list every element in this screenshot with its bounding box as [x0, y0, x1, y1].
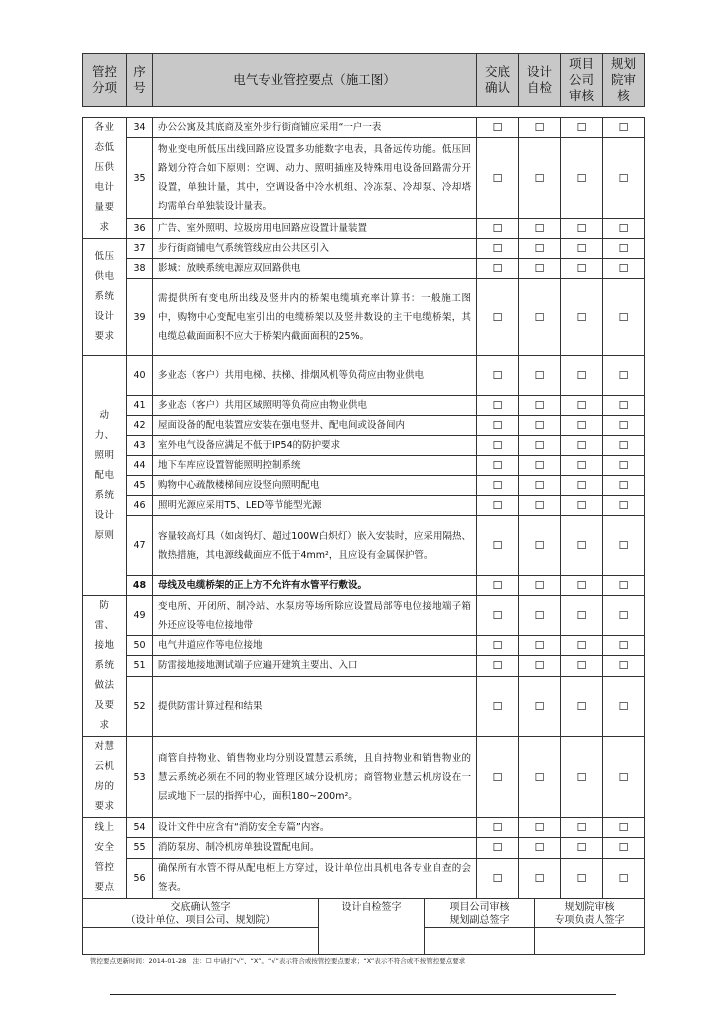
- checkbox-selfcheck[interactable]: ☐: [519, 456, 561, 476]
- signature-company-signer: 规划副总签字: [449, 915, 510, 926]
- table-row: [83, 239, 645, 259]
- row-number: 50: [127, 636, 153, 656]
- row-number: 48: [127, 576, 153, 596]
- checkbox-institute[interactable]: ☐: [603, 476, 645, 496]
- checkbox-institute[interactable]: ☐: [603, 656, 645, 676]
- header-company: 项目公司审核: [561, 54, 603, 107]
- checkbox-confirm[interactable]: ☐: [477, 676, 519, 736]
- checkbox-company[interactable]: ☐: [561, 118, 603, 138]
- checkbox-selfcheck[interactable]: ☐: [519, 396, 561, 416]
- table-row: [83, 219, 645, 239]
- row-text: 步行街商铺电气系统管线应由公共区引入: [153, 239, 477, 259]
- table-row: [83, 737, 645, 818]
- row-text: 多业态（客户）共用电梯、扶梯、排烟风机等负荷应由物业供电: [153, 356, 477, 396]
- checkbox-company[interactable]: ☐: [561, 456, 603, 476]
- row-text: 容量较高灯具（如卤钨灯、超过100W白炽灯）嵌入安装时，应采用隔热、散热措施，其电源线截面应不低于4mm²，且应设有金属保护管。: [153, 516, 477, 576]
- checkbox-selfcheck[interactable]: ☐: [519, 596, 561, 636]
- checkbox-company[interactable]: ☐: [561, 219, 603, 239]
- checkbox-institute[interactable]: ☐: [603, 858, 645, 899]
- header-confirm: 交底确认: [477, 54, 519, 107]
- checkbox-selfcheck[interactable]: ☐: [519, 138, 561, 219]
- row-text: 照明光源应采用T5、LED等节能型光源: [153, 496, 477, 516]
- table-row: [83, 279, 645, 356]
- checkbox-institute[interactable]: ☐: [603, 118, 645, 138]
- row-number: 39: [127, 279, 153, 356]
- row-number: 55: [127, 838, 153, 858]
- row-number: 41: [127, 396, 153, 416]
- footnote: 管控要点更新时间：2014-01-28 注：☐ 中请打“√”、“X”。“√”表示符合或按管控要点要求；“X”表示不符合或不按管控要点要求: [90, 957, 466, 965]
- row-number: 35: [127, 138, 153, 219]
- row-number: 54: [127, 818, 153, 838]
- checkbox-institute[interactable]: ☐: [603, 496, 645, 516]
- checkbox-company[interactable]: ☐: [561, 436, 603, 456]
- category-cell: 对慧云机房的要求: [83, 737, 127, 818]
- checkbox-institute[interactable]: ☐: [603, 219, 645, 239]
- row-number: 51: [127, 656, 153, 676]
- checkbox-confirm[interactable]: ☐: [477, 416, 519, 436]
- row-text: 电气井道应作等电位接地: [153, 636, 477, 656]
- checkbox-institute[interactable]: ☐: [603, 279, 645, 356]
- checkbox-company[interactable]: ☐: [561, 239, 603, 259]
- signature-confirm-parties: （设计单位、项目公司、规划院）: [125, 915, 276, 926]
- checkbox-confirm[interactable]: ☐: [477, 239, 519, 259]
- checkbox-selfcheck[interactable]: ☐: [519, 219, 561, 239]
- checkbox-confirm[interactable]: ☐: [477, 818, 519, 838]
- checkbox-company[interactable]: ☐: [561, 496, 603, 516]
- row-text: 设计文件中应含有“消防安全专篇”内容。: [153, 818, 477, 838]
- checkbox-confirm[interactable]: ☐: [477, 396, 519, 416]
- checkbox-selfcheck[interactable]: ☐: [519, 356, 561, 396]
- row-text: 地下车库应设置智能照明控制系统: [153, 456, 477, 476]
- checkbox-company[interactable]: ☐: [561, 138, 603, 219]
- checkbox-institute[interactable]: ☐: [603, 138, 645, 219]
- checkbox-confirm[interactable]: ☐: [477, 259, 519, 279]
- checkbox-selfcheck[interactable]: ☐: [519, 576, 561, 596]
- checkbox-confirm[interactable]: ☐: [477, 356, 519, 396]
- checkbox-confirm[interactable]: ☐: [477, 436, 519, 456]
- row-number: 56: [127, 858, 153, 899]
- checkbox-confirm[interactable]: ☐: [477, 656, 519, 676]
- row-number: 40: [127, 356, 153, 396]
- signature-institute-title: 规划院审核: [564, 902, 615, 913]
- checkbox-confirm[interactable]: ☐: [477, 858, 519, 899]
- header-selfcheck: 设计自检: [519, 54, 561, 107]
- checkbox-institute[interactable]: ☐: [603, 396, 645, 416]
- signature-company-title: 项目公司审核: [449, 902, 510, 913]
- row-number: 43: [127, 436, 153, 456]
- checkbox-institute[interactable]: ☐: [603, 239, 645, 259]
- row-text: 消防泵房、制冷机房单独设置配电间。: [153, 838, 477, 858]
- table-row: [83, 476, 645, 496]
- checkbox-institute[interactable]: ☐: [603, 838, 645, 858]
- category-cell: 动力、照明配电系统设计原则: [83, 356, 127, 596]
- checkbox-confirm[interactable]: ☐: [477, 219, 519, 239]
- checkbox-institute[interactable]: ☐: [603, 416, 645, 436]
- checkbox-selfcheck[interactable]: ☐: [519, 516, 561, 576]
- checkbox-confirm[interactable]: ☐: [477, 576, 519, 596]
- checkbox-company[interactable]: ☐: [561, 838, 603, 858]
- table-row: [83, 456, 645, 476]
- row-text: 需提供所有变电所出线及竖井内的桥架电缆填充率计算书：一般施工图中，购物中心变配电室引出的电缆桥架以及竖井数设的主干电缆桥架，其电缆总截面面积不应大于桥架内截面面积的25%。: [153, 279, 477, 356]
- checkbox-selfcheck[interactable]: ☐: [519, 279, 561, 356]
- checkbox-confirm[interactable]: ☐: [477, 118, 519, 138]
- checkbox-confirm[interactable]: ☐: [477, 476, 519, 496]
- checkbox-company[interactable]: ☐: [561, 656, 603, 676]
- header-table: [82, 53, 645, 107]
- header-institute: 规划院审核: [603, 54, 645, 107]
- row-number: 45: [127, 476, 153, 496]
- table-row: [83, 496, 645, 516]
- table-row: [83, 356, 645, 396]
- row-text: 室外电气设备应满足不低于IP54的防护要求: [153, 436, 477, 456]
- checkbox-selfcheck[interactable]: ☐: [519, 676, 561, 736]
- row-number: 53: [127, 737, 153, 818]
- table-row: [83, 138, 645, 219]
- signature-confirm-cell: [83, 899, 319, 928]
- checkbox-company[interactable]: ☐: [561, 396, 603, 416]
- table-row: [83, 259, 645, 279]
- checkbox-institute[interactable]: ☐: [603, 456, 645, 476]
- checkbox-institute[interactable]: ☐: [603, 636, 645, 656]
- checkbox-company[interactable]: ☐: [561, 676, 603, 736]
- table-row: [83, 818, 645, 838]
- checkbox-institute[interactable]: ☐: [603, 596, 645, 636]
- signature-selfcheck-cell: [319, 899, 425, 955]
- checkbox-confirm[interactable]: ☐: [477, 279, 519, 356]
- row-text: 广告、室外照明、垃圾房用电回路应设置计量装置: [153, 219, 477, 239]
- checkbox-selfcheck[interactable]: ☐: [519, 436, 561, 456]
- checkbox-company[interactable]: ☐: [561, 416, 603, 436]
- checkbox-company[interactable]: ☐: [561, 356, 603, 396]
- checkbox-company[interactable]: ☐: [561, 279, 603, 356]
- signature-institute-signer: 专项负责人签字: [554, 915, 625, 926]
- signature-selfcheck-title: 设计自检签字: [341, 902, 402, 913]
- row-text: 物业变电所低压出线回路应设置多功能数字电表，具备远传功能。低压回路划分符合如下原则：空调、动力、照明插座及特殊用电设备回路需分开设置，单独计量，其中，空调设备中冷水机组、冷冻泵、冷却泵、冷却塔均需单台单独装设计量表。: [153, 138, 477, 219]
- checklist-table: [82, 117, 645, 899]
- row-number: 46: [127, 496, 153, 516]
- checkbox-selfcheck[interactable]: ☐: [519, 239, 561, 259]
- checkbox-selfcheck[interactable]: ☐: [519, 838, 561, 858]
- checkbox-company[interactable]: ☐: [561, 858, 603, 899]
- checkbox-confirm[interactable]: ☐: [477, 496, 519, 516]
- checkbox-confirm[interactable]: ☐: [477, 636, 519, 656]
- table-row: [83, 676, 645, 736]
- row-text: 母线及电缆桥架的正上方不允许有水管平行敷设。: [153, 576, 477, 596]
- checkbox-selfcheck[interactable]: ☐: [519, 476, 561, 496]
- signature-table: [82, 898, 645, 955]
- checkbox-company[interactable]: ☐: [561, 737, 603, 818]
- checkbox-institute[interactable]: ☐: [603, 737, 645, 818]
- checkbox-selfcheck[interactable]: ☐: [519, 416, 561, 436]
- table-row: [83, 596, 645, 636]
- signature-institute-cell: [535, 899, 645, 928]
- category-cell: 防雷、接地系统做法及要求: [83, 596, 127, 737]
- signature-company-cell: [425, 899, 535, 928]
- table-row: [83, 436, 645, 456]
- header-category: 管控分项: [83, 54, 127, 107]
- checkbox-company[interactable]: ☐: [561, 516, 603, 576]
- table-row: [83, 118, 645, 138]
- signature-confirm-blank[interactable]: [83, 928, 319, 955]
- row-text: 防雷接地接地测试端子应遍开建筑主要出、入口: [153, 656, 477, 676]
- checkbox-confirm[interactable]: ☐: [477, 838, 519, 858]
- header-row: [83, 54, 645, 107]
- table-row: [83, 838, 645, 858]
- bottom-divider: [110, 994, 616, 995]
- row-number: 44: [127, 456, 153, 476]
- checkbox-confirm[interactable]: ☐: [477, 737, 519, 818]
- checkbox-confirm[interactable]: ☐: [477, 138, 519, 219]
- checkbox-institute[interactable]: ☐: [603, 356, 645, 396]
- checkbox-institute[interactable]: ☐: [603, 516, 645, 576]
- row-text: 变电所、开闭所、制冷站、水泵房等场所除应设置局部等电位接地端子箱外还应设等电位接地带: [153, 596, 477, 636]
- row-text: 办公公寓及其底商及室外步行街商铺应采用“一户一表: [153, 118, 477, 138]
- checkbox-selfcheck[interactable]: ☐: [519, 858, 561, 899]
- row-number: 38: [127, 259, 153, 279]
- checkbox-confirm[interactable]: ☐: [477, 516, 519, 576]
- signature-confirm-title: 交底确认签字: [170, 902, 231, 913]
- row-text: 影城：放映系统电源应双回路供电: [153, 259, 477, 279]
- checkbox-selfcheck[interactable]: ☐: [519, 818, 561, 838]
- checkbox-institute[interactable]: ☐: [603, 259, 645, 279]
- header-item: 电气专业管控要点（施工图）: [153, 54, 477, 107]
- checkbox-company[interactable]: ☐: [561, 576, 603, 596]
- checkbox-company[interactable]: ☐: [561, 636, 603, 656]
- row-number: 47: [127, 516, 153, 576]
- row-number: 34: [127, 118, 153, 138]
- checkbox-institute[interactable]: ☐: [603, 436, 645, 456]
- checkbox-company[interactable]: ☐: [561, 476, 603, 496]
- checkbox-company[interactable]: ☐: [561, 596, 603, 636]
- table-row: [83, 516, 645, 576]
- row-text: 屋面设备的配电装置应安装在强电竖井、配电间或设备间内: [153, 416, 477, 436]
- row-text: 确保所有水管不得从配电柜上方穿过，设计单位出具机电各专业自查的会签表。: [153, 858, 477, 899]
- checkbox-institute[interactable]: ☐: [603, 818, 645, 838]
- table-row: [83, 636, 645, 656]
- checkbox-confirm[interactable]: ☐: [477, 596, 519, 636]
- row-number: 42: [127, 416, 153, 436]
- row-text: 商管自持物业、销售物业均分别设置慧云系统，且自持物业和销售物业的慧云系统必须在不同的物业管理区域分设机房；商管物业慧云机房设在一层或地下一层的指挥中心，面积180~200m²。: [153, 737, 477, 818]
- signature-header-row: [83, 899, 645, 928]
- row-text: 多业态（客户）共用区域照明等负荷应由物业供电: [153, 396, 477, 416]
- checkbox-institute[interactable]: ☐: [603, 576, 645, 596]
- row-number: 49: [127, 596, 153, 636]
- category-cell: 各业态低压供电计量要求: [83, 118, 127, 239]
- row-text: 提供防雷计算过程和结果: [153, 676, 477, 736]
- table-row: [83, 416, 645, 436]
- signature-institute-blank[interactable]: [535, 928, 645, 955]
- table-row: [83, 858, 645, 899]
- checkbox-selfcheck[interactable]: ☐: [519, 496, 561, 516]
- row-number: 37: [127, 239, 153, 259]
- category-cell: 线上安全管控要点: [83, 818, 127, 899]
- table-row: [83, 656, 645, 676]
- category-cell: 低压供电系统设计要求: [83, 239, 127, 356]
- table-row: [83, 576, 645, 596]
- row-text: 购物中心疏散楼梯间应设竖向照明配电: [153, 476, 477, 496]
- row-number: 36: [127, 219, 153, 239]
- checkbox-company[interactable]: ☐: [561, 818, 603, 838]
- checkbox-selfcheck[interactable]: ☐: [519, 636, 561, 656]
- checkbox-selfcheck[interactable]: ☐: [519, 656, 561, 676]
- checkbox-confirm[interactable]: ☐: [477, 456, 519, 476]
- header-number: 序号: [127, 54, 153, 107]
- checkbox-selfcheck[interactable]: ☐: [519, 118, 561, 138]
- checkbox-company[interactable]: ☐: [561, 259, 603, 279]
- row-number: 52: [127, 676, 153, 736]
- table-row: [83, 396, 645, 416]
- checkbox-selfcheck[interactable]: ☐: [519, 737, 561, 818]
- checkbox-selfcheck[interactable]: ☐: [519, 259, 561, 279]
- checkbox-institute[interactable]: ☐: [603, 676, 645, 736]
- signature-company-blank[interactable]: [425, 928, 535, 955]
